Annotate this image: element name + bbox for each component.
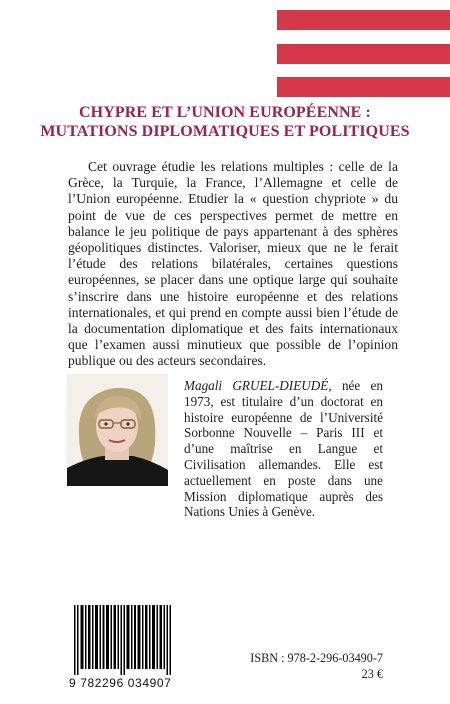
- author-name: Magali GRUEL-DIEUDÉ: [184, 378, 329, 393]
- decorative-stripe-bottom: [277, 77, 450, 97]
- decorative-stripe-top: [277, 10, 450, 30]
- book-title-line-1: CHYPRE ET L’UNION EUROPÉENNE :: [79, 104, 371, 121]
- isbn-block: [250, 651, 383, 682]
- isbn-label: ISBN : 978-2-296-03490-7: [250, 651, 383, 665]
- decorative-stripe-middle: [277, 44, 450, 64]
- book-title-line-2: MUTATIONS DIPLOMATIQUES ET POLITIQUES: [40, 123, 410, 140]
- author-bio-text: , née en 1973, est titulaire d’un doctorat en histoire européenne de l’Université Sorbonne Nouvelle – Paris III et d’une maîtrise en Langue et Civilisation allemandes. Elle est actuellement en poste dans une Mission diplomatique auprès des Nations Unies à Genève.: [184, 378, 383, 520]
- author-bio: [184, 378, 383, 520]
- summary-paragraph: Cet ouvrage étudie les relations multiples : celle de la Grèce, la Turquie, la France, l’Allemagne et celle de l’Union européenne. Etudier la « question chypriote » du point de vue de ces perspectives permet de mettre en balance le jeu politique de pays appartenant à des sphères géopolitiques distinctes. Valoriser, mieux que ne le ferait l’étude des relations bilatérales, certaines questions européennes, se placer dans une optique large qui souhaite s’inscrire dans une histoire européenne et des relations internationales, et qui prend en compte aussi bien l’étude de la documentation diplomatique et des faits internationaux que l’examen aussi minutieux que possible de l’opinion publique ou des acteurs secondaires.: [68, 159, 398, 369]
- price-label: 23 €: [361, 666, 383, 681]
- barcode-digits: 9 782296 034907: [69, 676, 172, 690]
- book-summary: [68, 159, 398, 370]
- author-photo: [67, 374, 168, 486]
